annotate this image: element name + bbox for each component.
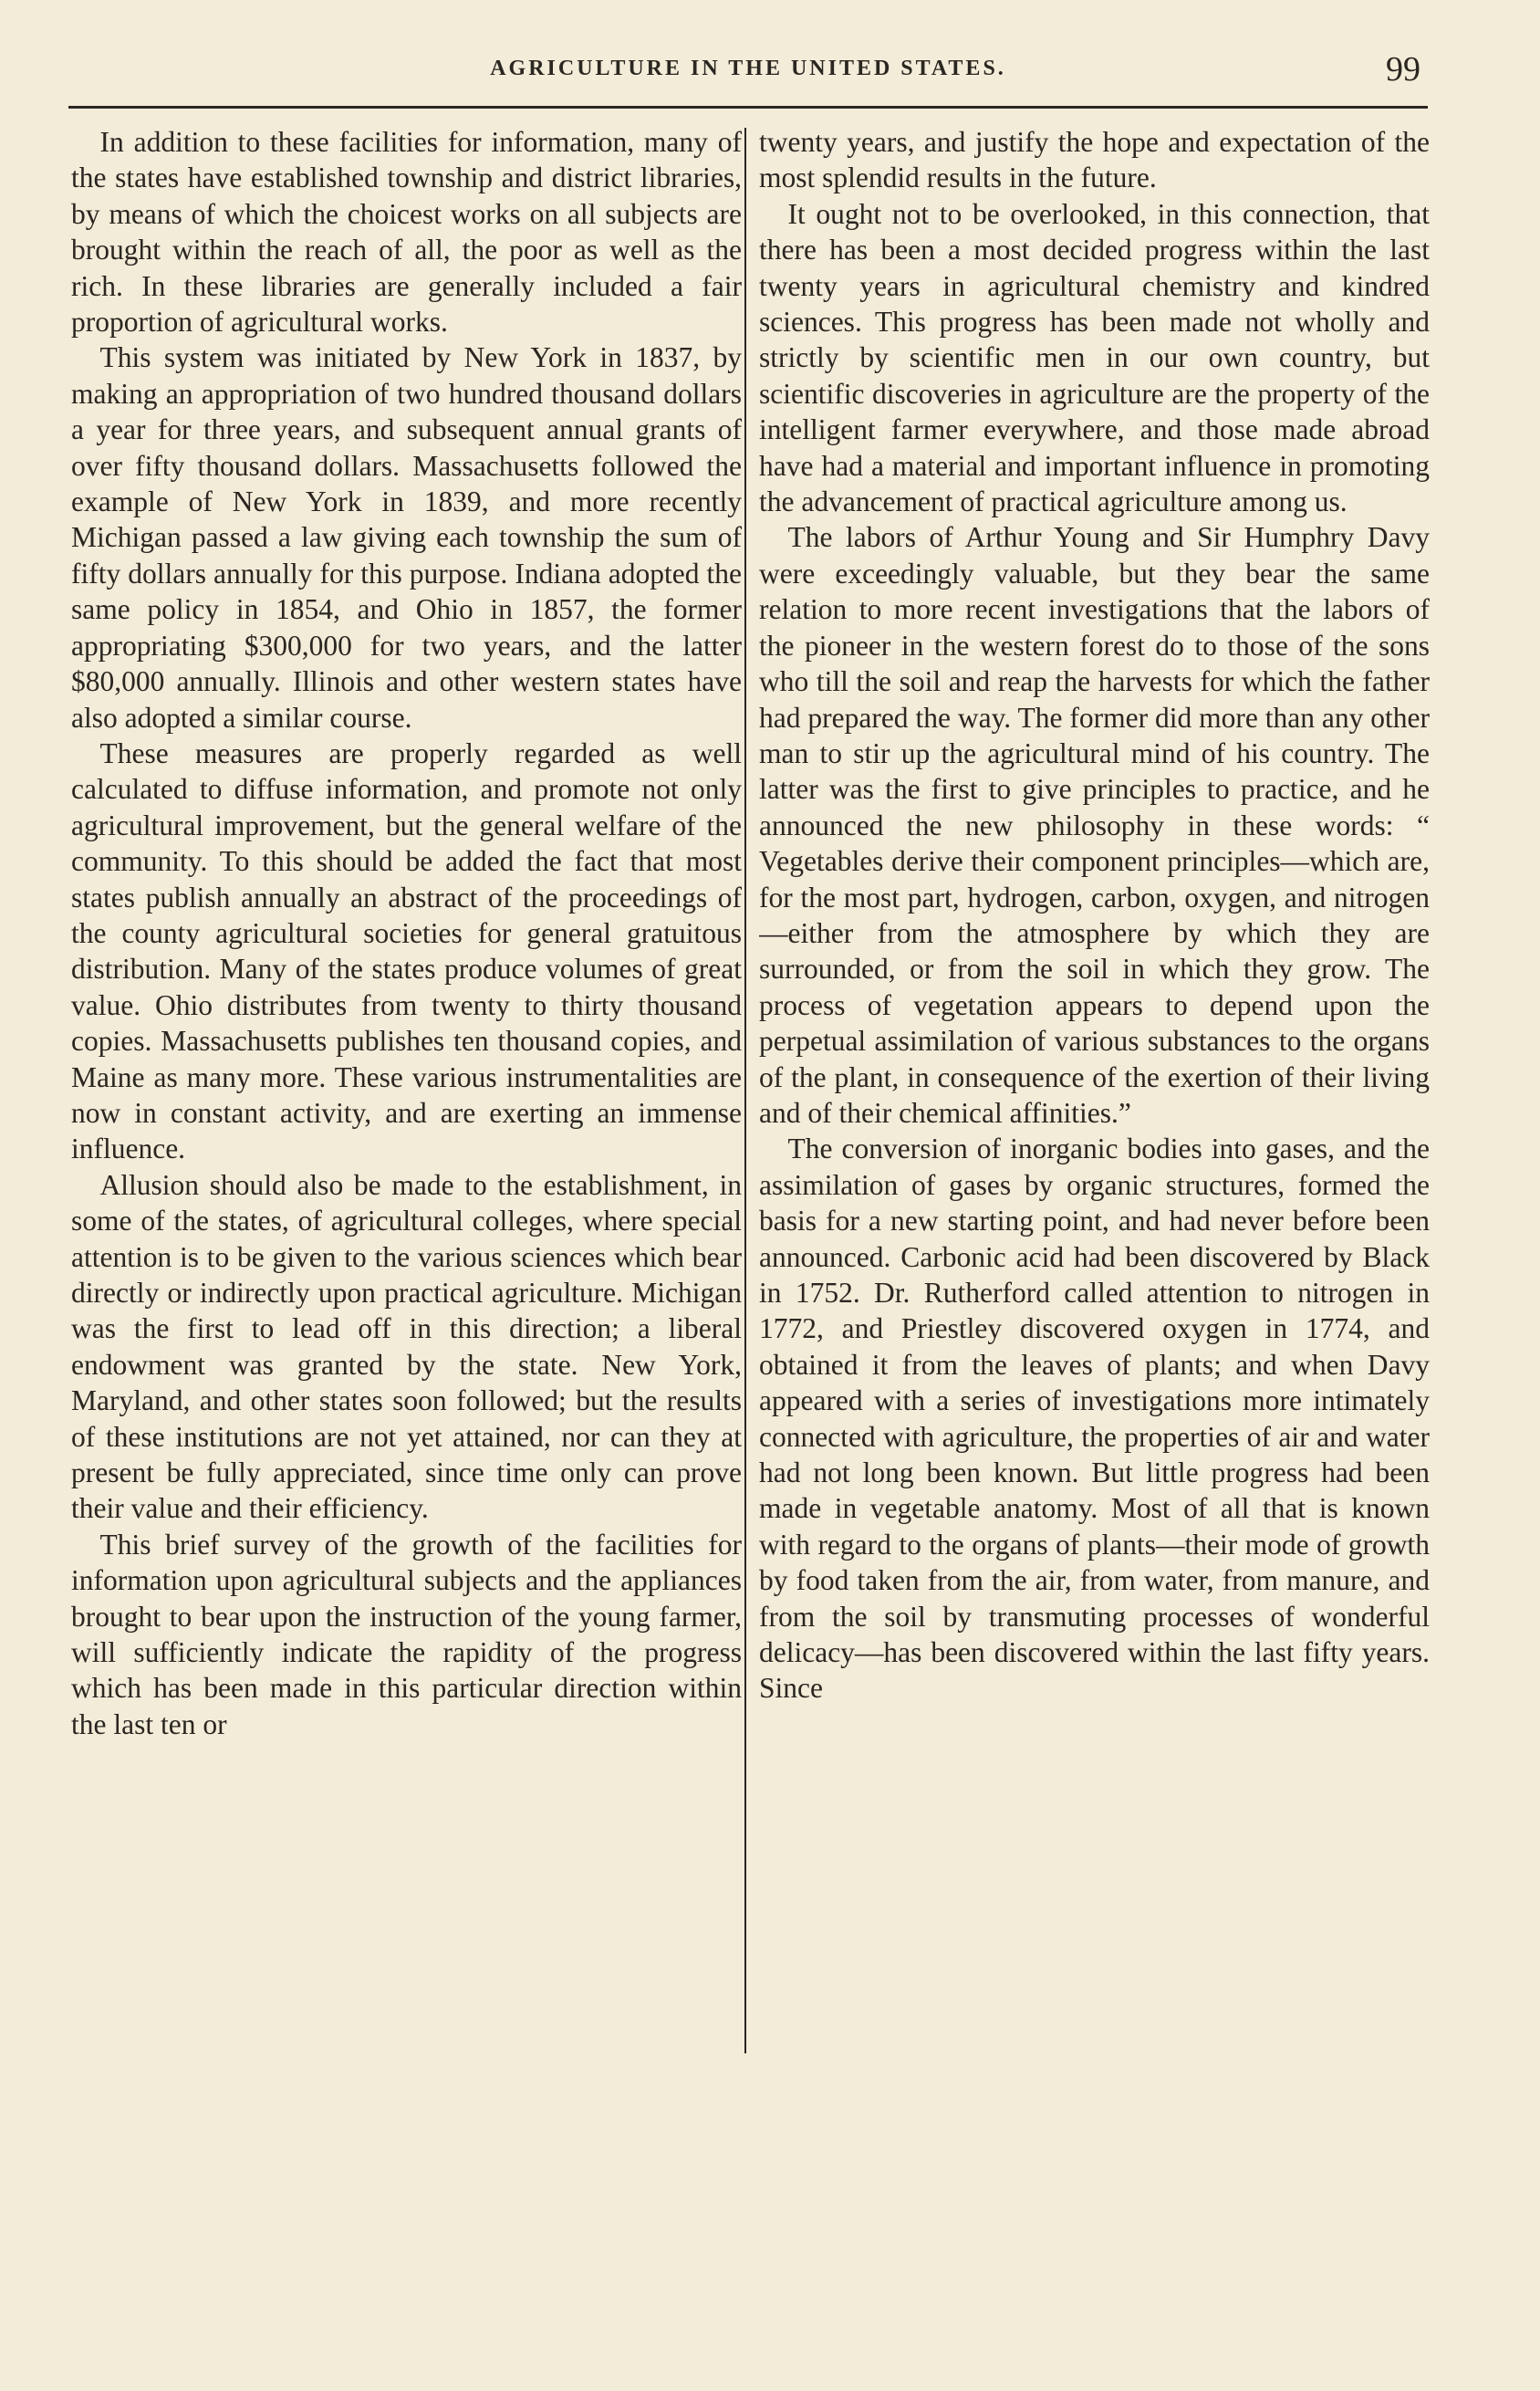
paragraph-measures: These measures are properly regarded as well calculated to diffuse information, and promote not only agricultural improvement, but the general welfare of the community. To this should be added the fact that most states publish annually an abstract of the proceedings of the county agricultural societies for general gratuitous distribution. Many of the states produce volumes of great value. Ohio distributes from twenty to thirty thousand copies. Massachusetts publishes ten thousand copies, and Maine as many more. These various instrumentalities are now in constant activity, and are exerting an immense influence. <box>71 736 742 1165</box>
running-title: AGRICULTURE IN THE UNITED STATES. <box>490 57 1006 80</box>
right-column <box>759 124 1430 2296</box>
paragraph-new-york-system: This system was initiated by New York in 1837, by making an appropriation of two hundred thousand dollars a year for three years, and subsequent annual grants of over fifty thousand dollars. Massachusetts followed the example of New York in 1839, and more recently Michigan passed a law giving each township the sum of fifty dollars annually for this purpose. Indiana adopted the same policy in 1854, and Ohio in 1857, the former appropriating $300,000 for two years, and the latter $80,000 annually. Illinois and other western states have also adopted a similar course. <box>71 341 742 734</box>
paragraph-young-and-davy: The labors of Arthur Young and Sir Humphry Davy were exceedingly valuable, but they bear the same relation to more recent investigations that the labors of the pioneer in the western forest do to those of the sons who till the soil and reap the harvests for which the father had prepared the way. The former did more than any other man to stir up the agricultural mind of his country. The latter was the first to give principles to practice, and he announced the new philosophy in these words: “ Vegetables derive their component principles—which are, for the most part, hydrogen, carbon, oxygen, and nitrogen—either from the atmosphere by which they are surrounded, or from the soil in which they grow. The process of vegetation appears to depend upon the perpetual assimilation of various substances to the organs of the plant, in consequence of the exertion of their living and of their chemical affinities.” <box>759 521 1430 1129</box>
paragraph-agricultural-colleges: Allusion should also be made to the establishment, in some of the states, of agricultural colleges, where special attention is to be given to the various sciences which bear directly or indirectly upon practical agriculture. Michigan was the first to lead off in this direction; a liberal endowment was granted by the state. New York, Maryland, and other states soon followed; but the results of these institutions are not yet attained, nor can they at present be fully appreciated, since time only can prove their value and their efficiency. <box>71 1168 742 1525</box>
page-header <box>68 50 1428 99</box>
paragraph-brief-survey: This brief survey of the growth of the facilities for information upon agricultural subjects and the appliances brought to bear upon the instruction of the young farmer, will sufficiently indicate the rapidity of the progress which has been made in this particular direction within the last ten or <box>71 1528 742 1740</box>
page-number: 99 <box>1386 50 1420 89</box>
column-divider <box>744 128 746 2053</box>
left-column <box>71 124 742 2296</box>
paragraph-inorganic-conversion: The conversion of inorganic bodies into gases, and the assimilation of gases by organic structures, formed the basis for a new starting point, and had never before been announced. Carbonic acid had been discovered by Black in 1752. Dr. Rutherford called attention to nitrogen in 1772, and Priestley discovered oxygen in 1774, and obtained it from the leaves of plants; and when Davy appeared with a series of investigations more intimately connected with agriculture, the properties of air and water had not long been known. But little progress had been made in vegetable anatomy. Most of all that is known with regard to the organs of plants—their mode of growth by food taken from the air, from water, from manure, and from the soil by transmuting processes of wonderful delicacy—has been discovered within the last fifty years. Since <box>759 1133 1430 1705</box>
paragraph-libraries: In addition to these facilities for information, many of the states have established township and district libraries, by means of which the choicest works on all subjects are brought within the reach of all, the poor as well as the rich. In these libraries are generally included a fair proportion of agricultural works. <box>71 126 742 339</box>
paragraph-agricultural-chemistry: It ought not to be overlooked, in this connection, that there has been a most decided progress within the last twenty years in agricultural chemistry and kindred sciences. This progress has been made not wholly and strictly by scientific men in our own country, but scientific discoveries in agriculture are the property of the intelligent farmer everywhere, and those made abroad have had a material and important influence in promoting the advancement of practical agriculture among us. <box>759 197 1430 518</box>
header-rule <box>68 106 1428 109</box>
paragraph-continuation: twenty years, and justify the hope and expectation of the most splendid results in the future. <box>759 126 1430 194</box>
